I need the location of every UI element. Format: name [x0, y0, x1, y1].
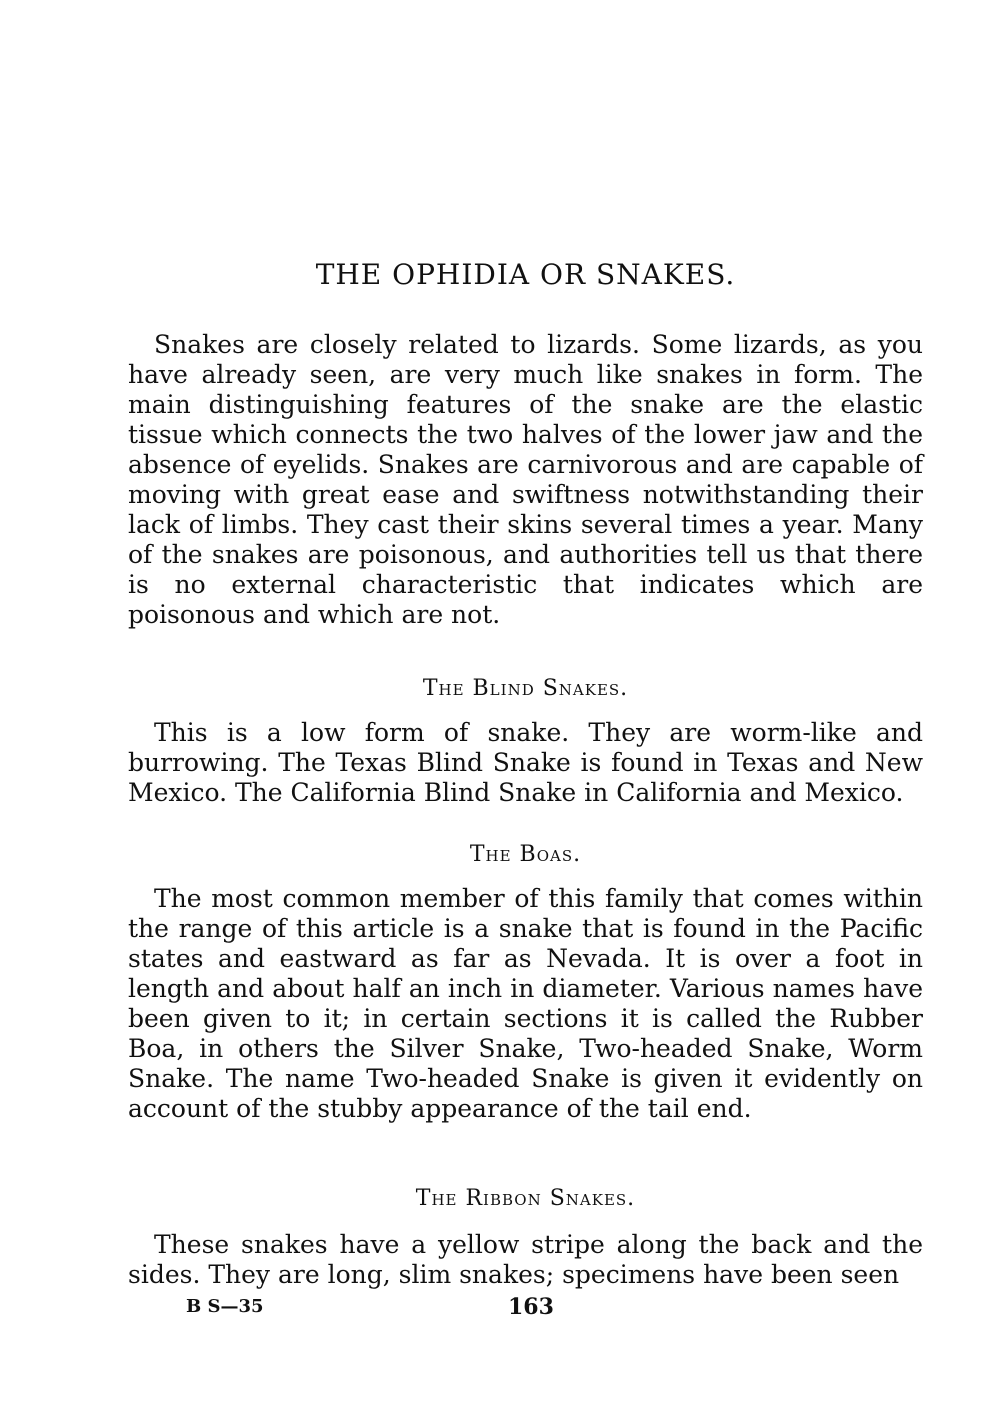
- section-heading-blind-snakes: The Blind Snakes.: [422, 676, 629, 701]
- signature-mark: B S—35: [186, 1296, 264, 1317]
- book-page: [128, 0, 923, 1424]
- paragraph-boas: The most common member of this family that comes within the range of this article is a snake that is found in the Pacific states and eastward as far as Nevada. It is over a foot in length and about half an inch in diameter. Various names have been given to it; in certain sections it is called the Rubber Boa, in others the Silver Snake, Two-headed Snake, Worm Snake. The name Two-headed Snake is given it evidently on account of the stubby appearance of the tail end.: [128, 884, 923, 1123]
- section-heading-boas: The Boas.: [469, 842, 582, 867]
- paragraph-ribbon-snakes: These snakes have a yellow stripe along the back and the sides. They are long, slim snakes; specimens have been seen: [128, 1230, 923, 1289]
- section-body-boas: [128, 884, 923, 1124]
- page-number: 163: [508, 1294, 554, 1320]
- section-body-ribbon-snakes: [128, 1230, 923, 1290]
- section-heading-ribbon-snakes: The Ribbon Snakes.: [415, 1186, 636, 1211]
- chapter-title: THE OPHIDIA OR SNAKES.: [315, 258, 736, 291]
- paragraph-blind-snakes: This is a low form of snake. They are worm-like and burrowing. The Texas Blind Snake is found in Texas and New Mexico. The California Blind Snake in California and Mexico.: [128, 718, 923, 807]
- intro-paragraph-block: [128, 330, 923, 630]
- section-body-blind-snakes: [128, 718, 923, 808]
- intro-paragraph: Snakes are closely related to lizards. Some lizards, as you have already seen, are very much like snakes in form. The main distinguishing features of the snake are the elastic tissue which connects the two halves of the lower jaw and the absence of eyelids. Snakes are carnivorous and are capable of moving with great ease and swiftness notwithstanding their lack of limbs. They cast their skins several times a year. Many of the snakes are poisonous, and authorities tell us that there is no external characteristic that indicates which are poisonous and which are not.: [128, 330, 923, 629]
